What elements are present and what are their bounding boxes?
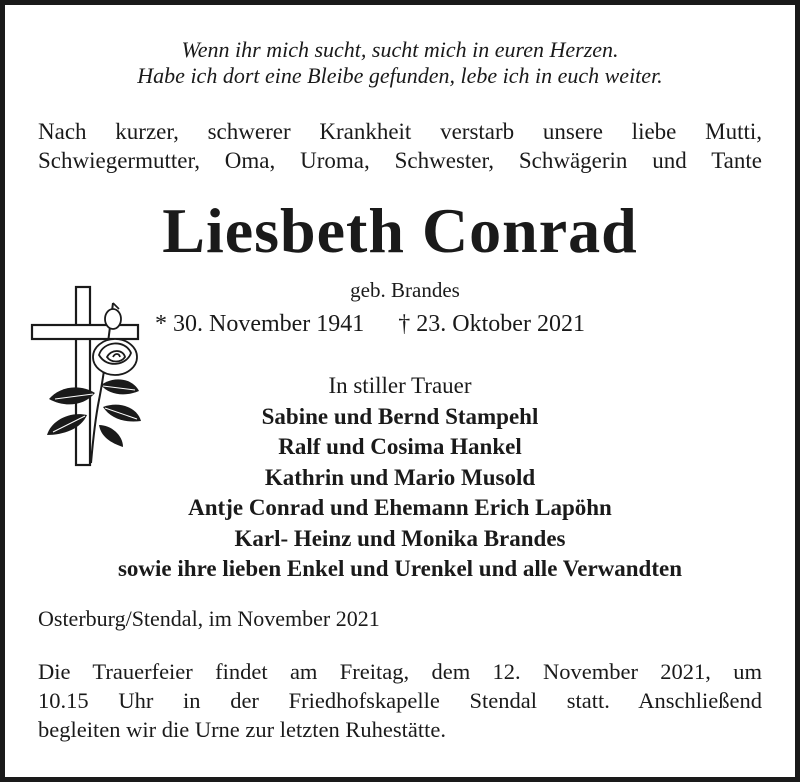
mourner-line: Antje Conrad und Ehemann Erich Lapöhn: [188, 495, 612, 520]
birth-date: * 30. November 1941: [155, 311, 365, 337]
place-and-date: Osterburg/Stendal, im November 2021: [38, 606, 380, 631]
mourners-block: [5, 371, 795, 585]
intro-line-1: Nach kurzer, schwerer Krankheit verstarb unsere liebe Mutti,: [38, 119, 762, 144]
mourner-line: Karl- Heinz und Monika Brandes: [234, 525, 566, 551]
funeral-line-1: Die Trauerfeier findet am Freitag, dem 12. November 2021, um: [38, 659, 762, 684]
funeral-info: [38, 657, 762, 744]
mourner-line: sowie ihre lieben Enkel und Urenkel und alle Verwandten: [117, 556, 683, 581]
mourner-line: Kathrin und Mario Musold: [264, 464, 536, 490]
motto-line-1: Wenn ihr mich sucht, sucht mich in euren Herzen.: [181, 37, 619, 62]
mourner-line: Ralf und Cosima Hankel: [278, 434, 522, 459]
intro-line-2: Schwiegermutter, Oma, Uroma, Schwester, Schwägerin und Tante: [38, 148, 762, 173]
life-dates: [155, 310, 585, 338]
deceased-name: Liesbeth Conrad: [162, 195, 638, 266]
funeral-line-3: begleiten wir die Urne zur letzten Ruhestätte.: [38, 717, 446, 742]
intro-text: [38, 117, 762, 175]
mourner-line: Sabine und Bernd Stampehl: [261, 403, 539, 429]
mourning-label: In stiller Trauer: [328, 373, 472, 398]
funeral-line-2: 10.15 Uhr in der Friedhofskapelle Stendal statt. Anschließend: [38, 688, 762, 713]
death-date: † 23. Oktober 2021: [398, 311, 585, 337]
maiden-name: geb. Brandes: [350, 278, 460, 302]
motto-line-2: Habe ich dort eine Bleibe gefunden, lebe ich in euch weiter.: [137, 63, 663, 88]
motto-verse: [5, 37, 795, 89]
